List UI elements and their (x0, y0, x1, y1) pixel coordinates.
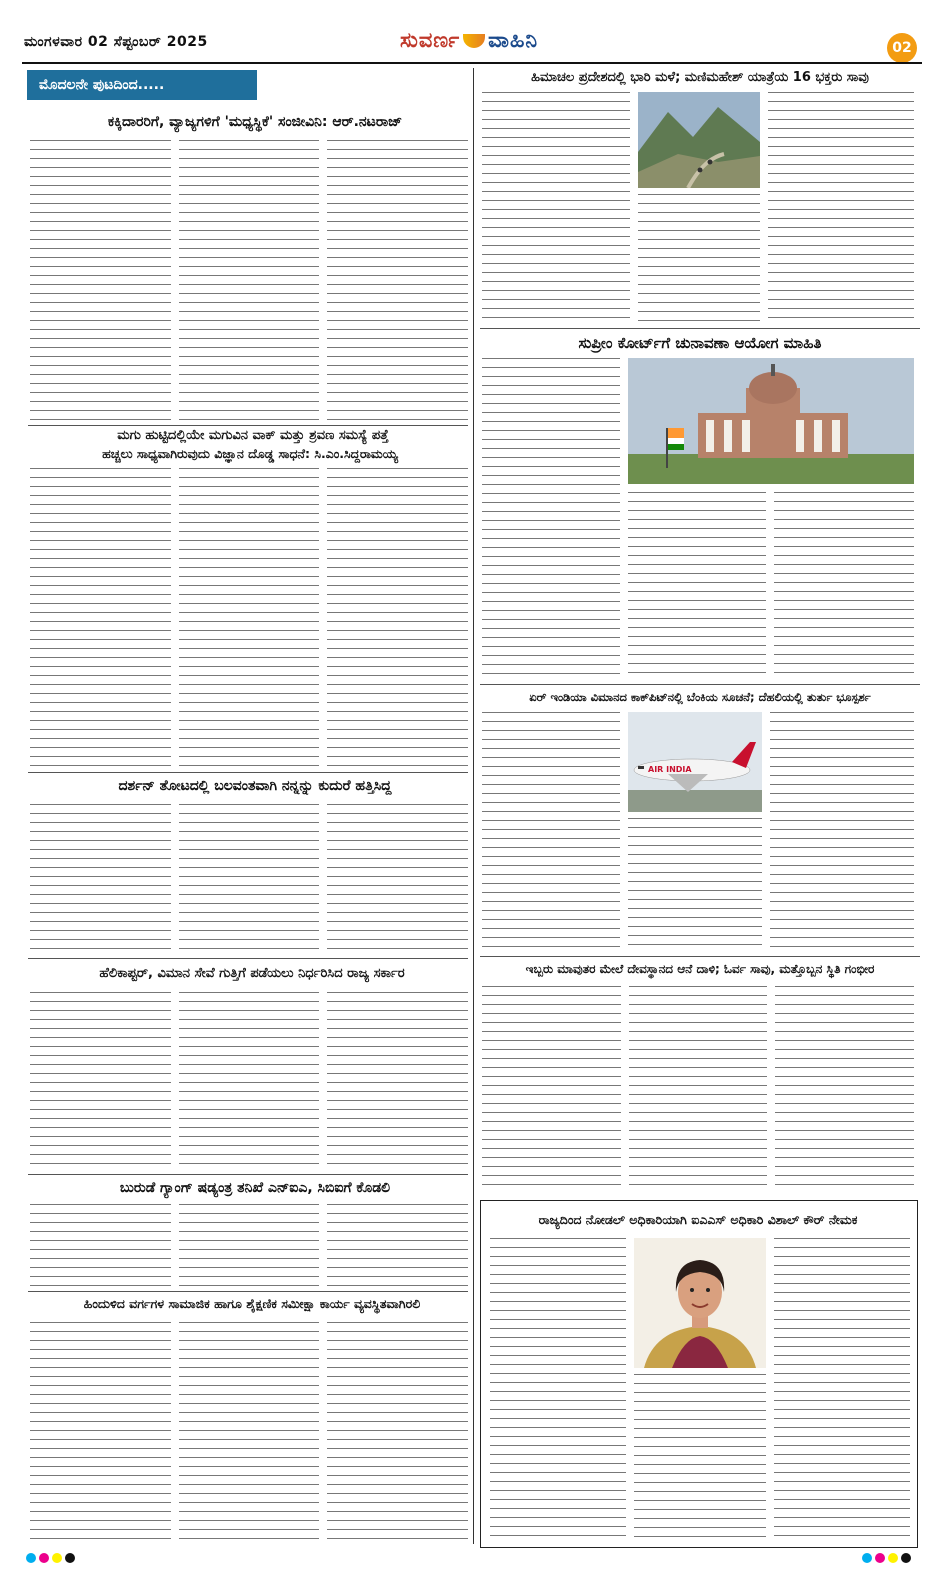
headline-darshan: ದರ್ಶನ್ ತೋಟದಲ್ಲಿ ಬಲವಂತವಾಗಿ ನನ್ನನ್ನು ಕುದುರೆ ಹತ್ತಿಸಿದ್ದ (118, 778, 392, 794)
registration-marks-left (26, 1553, 75, 1563)
headline-himachal: ಹಿಮಾಚಲ ಪ್ರದೇಶದಲ್ಲಿ ಭಾರಿ ಮಳೆ; ಮಣಿಮಹೇಶ್ ಯಾತ್ರೆಯ 16 ಭಕ್ತರು ಸಾವು (531, 70, 869, 85)
divider (480, 328, 920, 329)
page-number-badge: 02 (887, 33, 917, 63)
issue-date: ಮಂಗಳವಾರ 02 ಸೆಪ್ಟಂಬರ್ 2025 (24, 34, 208, 50)
divider (480, 684, 920, 685)
column-divider (473, 68, 474, 1544)
article-vishal-col3 (774, 1238, 910, 1538)
divider (28, 958, 468, 959)
registration-marks-right (862, 1553, 911, 1563)
article-survey-body (30, 1322, 468, 1540)
article-burude-body (30, 1204, 468, 1288)
article-darshan-body (30, 804, 468, 954)
article-airindia-col1 (482, 712, 620, 950)
vishal-kaur-photo (634, 1238, 766, 1368)
logo-right: ವಾಹಿನಿ (488, 28, 539, 52)
lamp-icon (463, 34, 485, 48)
article-mediation-body (30, 140, 468, 422)
section-header: ಮೊದಲನೇ ಪುಟದಿಂದ..... (27, 70, 257, 100)
headline-hearing-1: ಮಗು ಹುಟ್ಟಿದಲ್ಲಿಯೇ ಮಗುವಿನ ವಾಕ್ ಮತ್ತು ಶ್ರವಣ ಸಮಸ್ಯೆ ಪತ್ತೆ (117, 428, 389, 443)
article-helicopter-body (30, 992, 468, 1170)
masthead (0, 0, 945, 62)
article-himachal-col3 (768, 92, 914, 322)
article-airindia-col2 (628, 818, 762, 950)
article-vishal-col2 (634, 1374, 766, 1538)
headline-supreme-court: ಸುಪ್ರೀಂ ಕೋರ್ಟ್‌ಗೆ ಚುನಾವಣಾ ಆಯೋಗ ಮಾಹಿತಿ (578, 334, 822, 352)
air-india-plane-photo (628, 712, 762, 812)
headline-mediation: ಕಕ್ಕಿದಾರರಿಗೆ, ವ್ಯಾಜ್ಯಗಳಿಗೆ 'ಮಧ್ಯಸ್ಥಿಕೆ' ಸಂಜೀವಿನಿ: ಆರ್.ನಟರಾಜ್ (107, 114, 403, 130)
logo-left: ಸುವರ್ಣ (400, 28, 461, 52)
masthead-rule (22, 62, 922, 64)
article-elephant-body (482, 986, 914, 1192)
divider (28, 772, 468, 773)
headline-hearing-2: ಹಚ್ಚಲು ಸಾಧ್ಯವಾಗಿರುವುದು ವಿಜ್ಞಾನ ದೊಡ್ಡ ಸಾಧನೆ: ಸಿ.ಎಂ.ಸಿದ್ದರಾಮಯ್ಯ (102, 446, 398, 461)
article-himachal-col1 (482, 92, 630, 322)
headline-elephant: ಇಬ್ಬರು ಮಾವುತರ ಮೇಲೆ ದೇವಸ್ಥಾನದ ಆನೆ ದಾಳಿ; ಓರ್ವ ಸಾವು, ಮತ್ತೊಬ್ಬನ ಸ್ಥಿತಿ ಗಂಭೀರ (525, 962, 875, 976)
article-hearing-body (30, 468, 468, 768)
article-himachal-col2 (638, 194, 760, 322)
mountain-photo (638, 92, 760, 188)
headline-burude: ಬುರುಡೆ ಗ್ಯಾಂಗ್ ಷಡ್ಯಂತ್ರ ತನಿಖೆ ಎನ್‌ಐಎ, ಸಿಬಿಐಗೆ ಕೊಡಲಿ (119, 1180, 391, 1196)
supreme-court-photo (628, 358, 914, 484)
divider (28, 425, 468, 426)
divider (480, 956, 920, 957)
article-sc-col1 (482, 358, 620, 678)
headline-air-india: ಏರ್ ಇಂಡಿಯಾ ವಿಮಾನದ ಕಾಕ್‌ಪಿಟ್‌ನಲ್ಲಿ ಬೆಂಕಿಯ ಸೂಚನೆ; ದೆಹಲಿಯಲ್ಲಿ ತುರ್ತು ಭೂಸ್ಪರ್ಶ (529, 690, 871, 704)
article-sc-col3 (774, 492, 914, 678)
divider (28, 1174, 468, 1175)
article-sc-col2 (628, 492, 766, 678)
article-vishal-col1 (490, 1238, 626, 1538)
newspaper-logo (400, 28, 538, 53)
headline-helicopter: ಹೆಲಿಕಾಪ್ಟರ್, ವಿಮಾನ ಸೇವೆ ಗುತ್ತಿಗೆ ಪಡೆಯಲು ನಿರ್ಧರಿಸಿದ ರಾಜ್ಯ ಸರ್ಕಾರ (99, 966, 405, 981)
svg-text:AIR INDIA: AIR INDIA (648, 765, 692, 774)
article-airindia-col3 (770, 712, 914, 950)
headline-survey: ಹಿಂದುಳಿದ ವರ್ಗಗಳ ಸಾಮಾಜಿಕ ಹಾಗೂ ಶೈಕ್ಷಣಿಕ ಸಮೀಕ್ಷಾ ಕಾರ್ಯ ವ್ಯವಸ್ಥಿತವಾಗಿರಲಿ (83, 1296, 421, 1311)
divider (28, 1291, 468, 1292)
headline-vishal-kaur: ರಾಜ್ಯದಿಂದ ನೋಡಲ್ ಅಧಿಕಾರಿಯಾಗಿ ಐಎಎಸ್ ಅಧಿಕಾರಿ ವಿಶಾಲ್ ಕೌರ್ ನೇಮಕ (538, 1212, 858, 1227)
